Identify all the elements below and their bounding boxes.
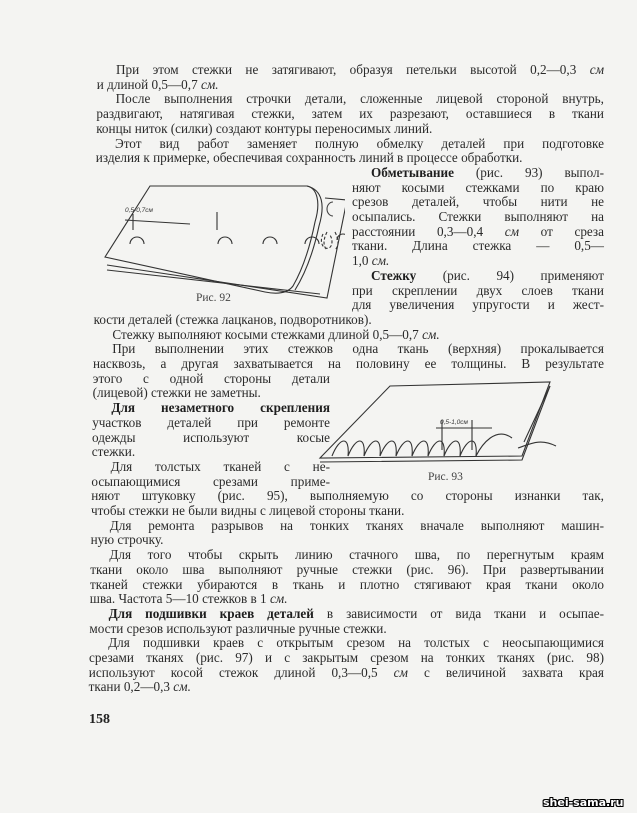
text-segment: осыпающимися срезами приме- [91,473,330,489]
text-segment: кости деталей (стежка лацканов, подворотников). [93,311,372,327]
text-line [115,137,604,151]
text-segment: При этом стежки не затягивают, образуя петельки высотой 0,2—0,3 [116,62,590,77]
text-segment: и длиной 0,5—0,7 [96,76,201,92]
text-line [112,342,604,356]
text-segment: После выполнения строчки детали, сложенные лицевой стороной внутрь, [115,91,604,107]
text-line [96,122,604,136]
page-number: 158 [89,712,110,727]
text-segment: от среза [519,223,604,239]
text-segment: Стежку выполняют косыми стежками длиной 0,5—0,7 [112,326,423,342]
text-line [110,519,604,533]
text-segment: с величиной захвата края [407,664,604,680]
text-line [90,578,604,592]
text-line [116,63,604,77]
text-segment: (рис. 94) применяют [416,267,604,283]
text-segment: мости срезов используют различные ручные стежки. [89,620,387,636]
text-segment: (рис. 93) выпол- [453,164,604,180]
bold-term: Для незаметного скрепления [111,400,330,416]
text-segment: шва. Частота 5—10 стежков в 1 [89,591,270,607]
text-line [111,401,330,415]
text-segment: чтобы стежки не были видны с лицевой стороны ткани. [91,503,405,518]
text-segment: няют штуковку (рис. 95), выполняемую со стороны изнанки так, [91,488,604,504]
text-line [93,386,330,400]
text-line [109,607,604,621]
text-segment: няют косыми стежками по краю [352,179,604,195]
text-line [352,181,604,195]
text-line [91,533,604,547]
text-segment: см. [371,253,390,269]
text-line [93,357,604,371]
text-line [108,636,604,650]
text-segment: для увеличения упругости и жест- [352,297,604,313]
text-segment: (лицевой) стежки не заметны. [92,385,261,401]
text-line [93,372,330,386]
figure-93-illustration [312,380,572,470]
text-segment: участков деталей при ремонте [92,414,330,430]
bold-term: Стежку [371,267,417,283]
text-segment: насквозь, а другая захватывается на половину ее толщины. В результате [93,356,604,371]
text-line [89,666,604,680]
text-line [94,313,604,327]
text-line [89,651,604,665]
text-segment: срезами тканях (рис. 97) и с закрытым срезом на тонких тканях (рис. 98) [89,650,604,665]
text-segment: см. [422,326,440,342]
text-line [89,680,604,694]
text-line [352,210,604,224]
text-segment: ную строчку. [90,532,164,548]
text-line [91,504,604,518]
text-segment: в зависимости от вида ткани и осыпае- [313,605,604,621]
text-line [371,166,604,180]
text-line [92,431,330,445]
text-line [112,328,604,342]
figure-92-caption: Рис. 92 [196,292,231,304]
text-segment: ткани около шва выполняют ручные стежки (рис. 96). При развертывании [90,561,604,577]
figure-93-caption: Рис. 93 [428,471,463,483]
text-line [91,489,604,503]
figure-92-illustration [95,182,345,302]
text-line [352,195,604,209]
text-segment: стежки. [91,444,136,460]
text-segment: концы ниток (силки) создают контуры переносимых линий. [96,120,433,136]
text-segment: Для подшивки краев с открытым срезом на толстых с неосыпающимися [108,635,604,651]
text-segment: см [589,62,604,77]
text-segment: используют косой стежок длиной 0,3—0,5 [88,664,394,680]
text-line [97,78,604,92]
text-segment: см [393,664,408,680]
text-segment: см [504,223,520,239]
text-line [89,622,604,636]
text-segment: срезов деталей, чтобы нити не [352,194,604,210]
text-line [96,107,604,121]
text-line [92,445,330,459]
text-segment: этого с одной стороны детали [92,370,330,386]
text-segment: раздвигают, натягивая стежки, затем их разрезают, оставшиеся в ткани [96,106,604,122]
text-segment: Этот вид работ заменяет полную обмелку деталей при подготовке [115,135,604,151]
text-line [91,475,330,489]
text-segment: расстоянии 0,3—0,4 [352,223,505,239]
text-segment: При выполнении этих стежков одна ткань (верхняя) прокалывается [112,341,604,357]
text-segment: см. [269,591,288,607]
fig92-dimension-label: 0,5-0,7см [125,207,153,214]
text-segment: изделия к примерке, обеспечивая сохранность линий в процессе обработки. [95,150,523,166]
text-segment: см. [200,76,219,92]
text-line [90,592,604,606]
fig93-dimension-label: 0,5-1,0см [440,419,468,426]
text-line [352,284,604,298]
text-line [116,92,604,106]
bold-term: Для подшивки краев деталей [108,605,314,621]
text-line [111,460,330,474]
text-line [352,254,604,268]
text-segment: одежды используют косые [92,429,330,445]
text-line [352,298,604,312]
text-line [92,416,330,430]
bold-term: Обметывание [371,164,454,180]
text-line [90,563,604,577]
text-segment: 1,0 [352,253,372,269]
text-segment: осыпались. Стежки выполняют на [352,209,604,224]
text-line [109,548,604,562]
text-segment: тканей стежки убираются в ткань и плотно стягивают края ткани около [90,576,604,592]
text-segment: ткани. Длина стежка — 0,5— [352,238,604,254]
text-segment: при скреплении двух слоев ткани [352,282,604,298]
text-segment: ткани 0,2—0,3 [88,679,174,695]
text-segment: Для толстых тканей с не- [110,458,330,474]
text-line [96,151,604,165]
text-segment: см. [173,679,191,695]
text-line [352,225,604,239]
text-line [371,269,604,283]
watermark: shei-sama.ru [543,796,624,809]
text-segment: Для ремонта разрывов на тонких тканях вначале выполняют машин- [109,517,604,533]
text-segment: Для того чтобы скрыть линию стачного шва, по перегнутым краям [109,547,604,563]
text-line [352,239,604,253]
